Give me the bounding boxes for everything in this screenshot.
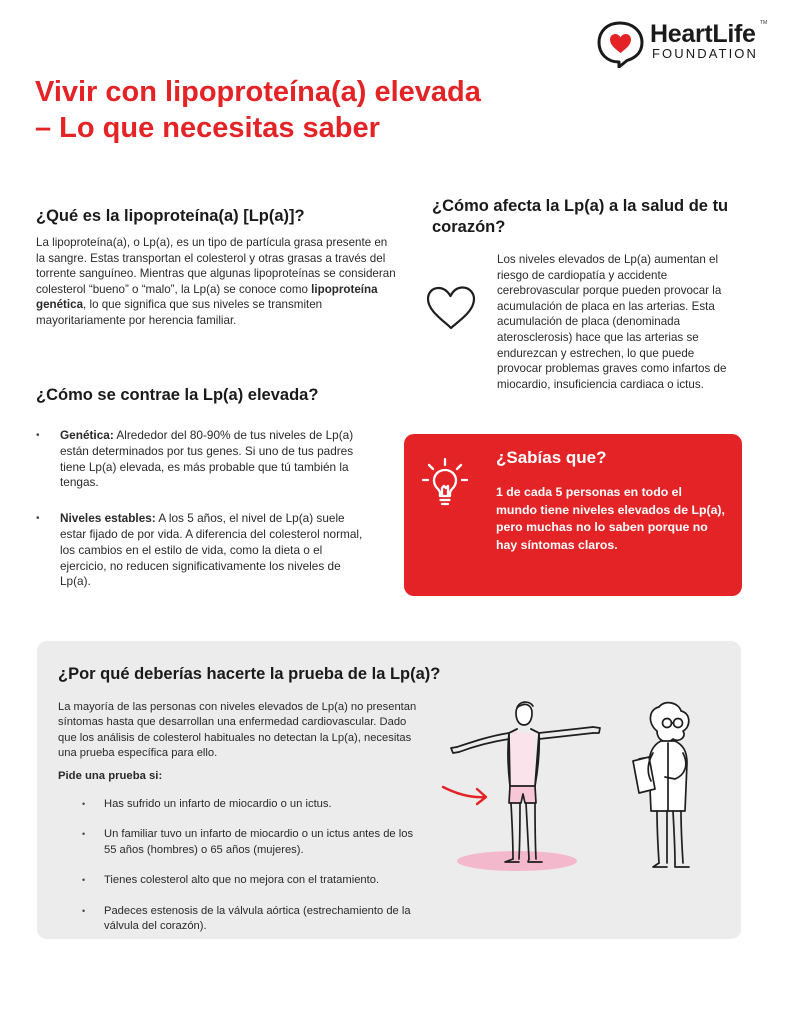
list-item [36,428,372,491]
section-contract-heading: ¿Cómo se contrae la Lp(a) elevada? [36,386,319,404]
test-section-intro: La mayoría de las personas con niveles elevados de Lp(a) no presentan síntomas hasta que desarrollan una enfermedad cardiovascular. Dado que los análisis de colesterol habituales no detectan la Lp(a), necesitas una prueba específica para ello. [58,701,417,760]
section-what-text-1: La lipoproteína(a), o Lp(a), es un tipo de partícula grasa presente en la sangre. Estas transportan el colesterol y otras grasas a través del torrente sanguíneo. Mientras que algunas lipoproteínas se consideran colesterol “bueno” o “malo”, la Lp(a) se conoce como [36,236,396,296]
section-what-text-bold: lipoproteína genética [36,282,378,312]
test-section-heading: ¿Por qué deberías hacerte la prueba de la Lp(a)? [58,665,441,683]
list-item: • Un familiar tuvo un infarto de miocardio o un ictus antes de los 55 años (hombres) o 65 años (mujeres). [82,827,422,858]
test-section-subheading: Pide una prueba si: [58,770,163,782]
logo-subtitle: FOUNDATION [652,46,758,61]
page-title [35,74,595,146]
patient-and-doctor-illustration [435,691,735,891]
heartlife-logo [596,20,771,66]
section-what-text [36,235,396,329]
section-what-text-2: , lo que significa que sus niveles se transmiten mayoritariamente por herencia familiar. [36,298,323,327]
did-you-know-text: 1 de cada 5 personas en todo el mundo tiene niveles elevados de Lp(a), pero muchas no lo saben porque no hay síntomas claros. [496,485,725,552]
page-title-line-1: Vivir con lipoproteína(a) elevada [35,76,481,108]
list-item: • Tienes colesterol alto que no mejora con el tratamiento. [82,873,422,888]
list-item-bold: Niveles estables: [60,511,156,526]
test-criteria-list [82,797,422,949]
logo-name: HeartLife [650,20,756,48]
list-item-text: Alrededor del 80-90% de tus niveles de Lp(a) están determinados por tus genes. Si uno de tus padres tiene Lp(a) elevada, es más probable que tú también la tengas. [60,428,354,490]
logo-trademark: TM [760,20,768,26]
section-contract-list [36,428,372,590]
did-you-know-box [404,434,742,596]
test-section [37,641,741,939]
page-title-line-2: – Lo que necesitas saber [35,112,380,144]
list-item-text: A los 5 años, el nivel de Lp(a) suele estar fijado de por vida. A diferencia del colesterol normal, los cambios en el estilo de vida, como la dieta o el ejercicio, no reducen significativamente los niveles de Lp(a). [60,511,363,589]
section-affects-heading: ¿Cómo afecta la Lp(a) a la salud de tu corazón? [432,197,729,236]
list-item-bold: Genética: [60,428,114,442]
heart-speech-bubble-icon [596,20,646,68]
section-affects-text: Los niveles elevados de Lp(a) aumentan el riesgo de cardiopatía y accidente cerebrovascular porque pueden provocar la acumulación de placa en las arterias. Esta acumulación de placa (denominada aterosclerosis) hace que las arterias se endurezcan y estrechen, lo que puede provocar problemas graves como infartos de miocardio, insuficiencia cardiaca o ictus. [497,253,727,391]
list-item [36,511,372,590]
list-item: • Padeces estenosis de la válvula aórtica (estrechamiento de la válvula del corazón). [82,904,422,935]
section-what-heading: ¿Qué es la lipoproteína(a) [Lp(a)]? [36,207,305,225]
did-you-know-heading: ¿Sabías que? [496,448,607,467]
list-item: • Has sufrido un infarto de miocardio o un ictus. [82,797,422,812]
heart-outline-icon [424,284,478,332]
lightbulb-icon [420,456,470,512]
